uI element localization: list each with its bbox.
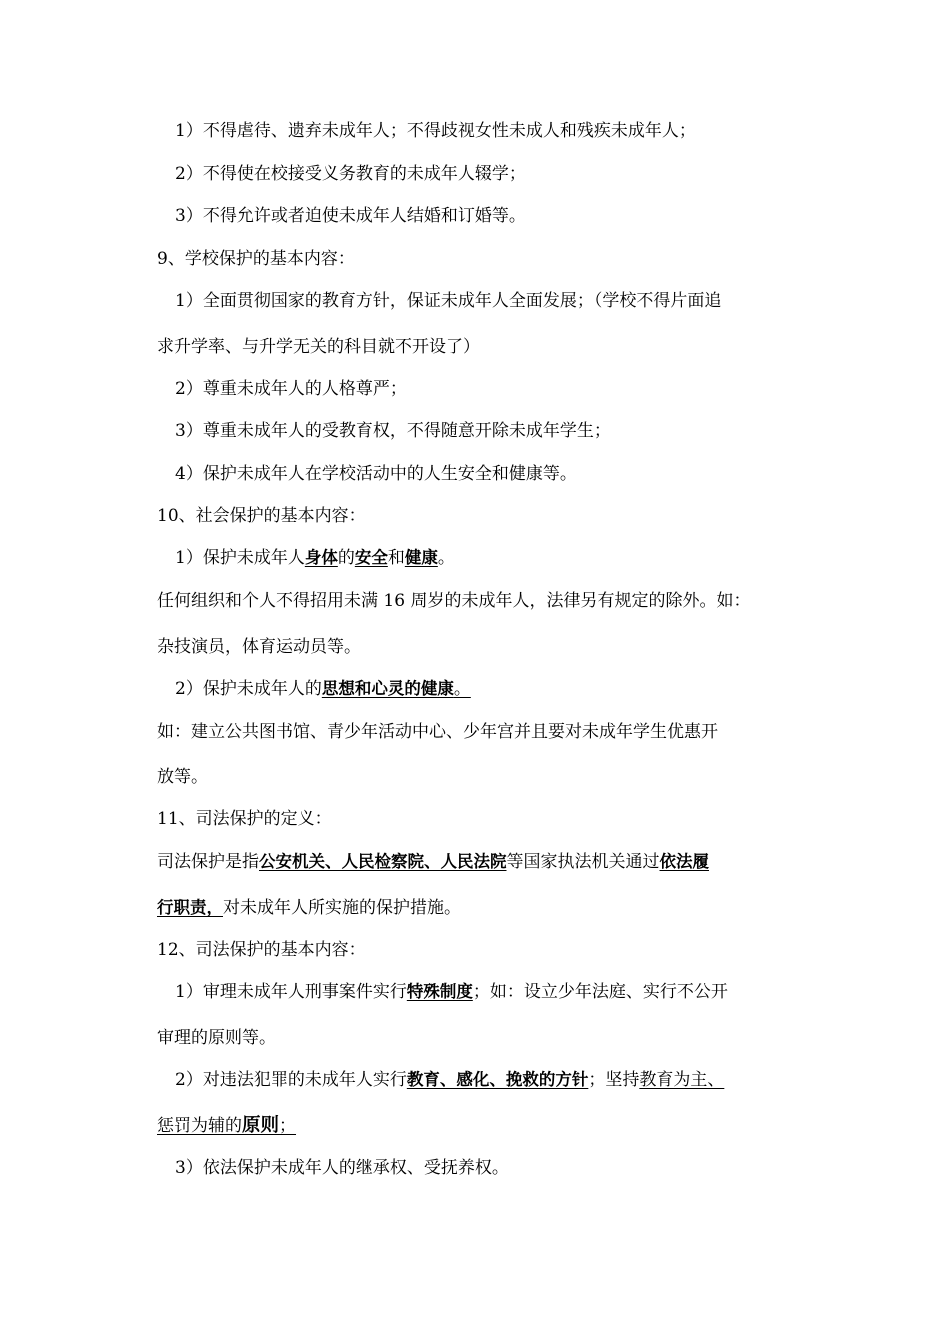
text-line: 放等。: [157, 767, 208, 787]
text-run: ；如：设立少年法庭、实行不公开: [472, 982, 728, 1002]
text-line: 2）不得使在校接受义务教育的未成年人辍学；: [175, 164, 526, 184]
emphasis: 身体: [304, 548, 338, 567]
text-run: 1）审理未成年人刑事案件实行: [175, 982, 407, 1002]
text-line: [175, 1069, 855, 1091]
text-line: [175, 547, 855, 569]
emphasis: 教育、感化、挽救的方针: [406, 1070, 589, 1089]
text-run: 和: [387, 548, 405, 568]
text-line: [157, 1115, 837, 1137]
emphasis: 思想和心灵的健康: [321, 679, 454, 698]
text-line: 3）尊重未成年人的受教育权，不得随意开除未成年学生；: [175, 421, 611, 441]
section-heading: 9、学校保护的基本内容：: [157, 249, 355, 269]
underlined-text: ；: [279, 1116, 297, 1136]
underlined-text: 惩罚为辅的: [157, 1116, 242, 1136]
text-run: ；坚持: [588, 1070, 640, 1090]
text-line: 3）依法保护未成年人的继承权、受抚养权。: [175, 1158, 509, 1178]
text-run: 2）保护未成年人的: [175, 679, 322, 699]
text-line: 3）不得允许或者迫使未成年人结婚和订婚等。: [175, 206, 526, 226]
text-line: [175, 678, 855, 700]
text-run: 对未成年人所实施的保护措施。: [223, 898, 461, 918]
text-line: [175, 981, 855, 1003]
emphasis: 特殊制度: [406, 982, 473, 1001]
text-line: 1）不得虐待、遗弃未成年人；不得歧视女性未成人和残疾未成年人；: [175, 121, 696, 141]
text-run: 的: [337, 548, 355, 568]
text-line: 如：建立公共图书馆、青少年活动中心、少年宫并且要对未成年学生优惠开: [157, 722, 718, 742]
text-run: 。: [453, 679, 471, 699]
text-line: 1）全面贯彻国家的教育方针，保证未成年人全面发展；（学校不得片面追: [175, 291, 722, 311]
text-line: 2）尊重未成年人的人格尊严；: [175, 379, 407, 399]
text-line: [157, 897, 837, 919]
text-line: [157, 851, 837, 873]
text-run: 等国家执法机关通过: [506, 852, 660, 872]
section-heading: 11、司法保护的定义：: [157, 809, 332, 829]
section-heading: 10、社会保护的基本内容：: [157, 506, 366, 526]
emphasis: 依法履: [659, 852, 709, 871]
emphasis: 公安机关、人民检察院、人民法院: [259, 852, 507, 871]
text-run: 1）保护未成年人: [175, 548, 305, 568]
text-line: 审理的原则等。: [157, 1028, 276, 1048]
text-line: 求升学率、与升学无关的科目就不开设了）: [157, 337, 480, 357]
text-line: 杂技演员，体育运动员等。: [157, 637, 361, 657]
emphasis: 行职责，: [157, 898, 223, 917]
emphasis: 健康: [404, 548, 438, 567]
text-line: 4）保护未成年人在学校活动中的人生安全和健康等。: [175, 464, 577, 484]
section-heading: 12、司法保护的基本内容：: [157, 940, 366, 960]
text-line: 任何组织和个人不得招用未满 16 周岁的未成年人，法律另有规定的除外。如：: [157, 591, 751, 611]
text-run: 司法保护是指: [157, 852, 259, 872]
text-run: 2）对违法犯罪的未成年人实行: [175, 1070, 407, 1090]
text-run: 。: [437, 548, 455, 568]
emphasis: 安全: [354, 548, 388, 567]
underlined-text: 教育为主、: [639, 1070, 725, 1090]
emphasis: 原则: [242, 1115, 280, 1136]
